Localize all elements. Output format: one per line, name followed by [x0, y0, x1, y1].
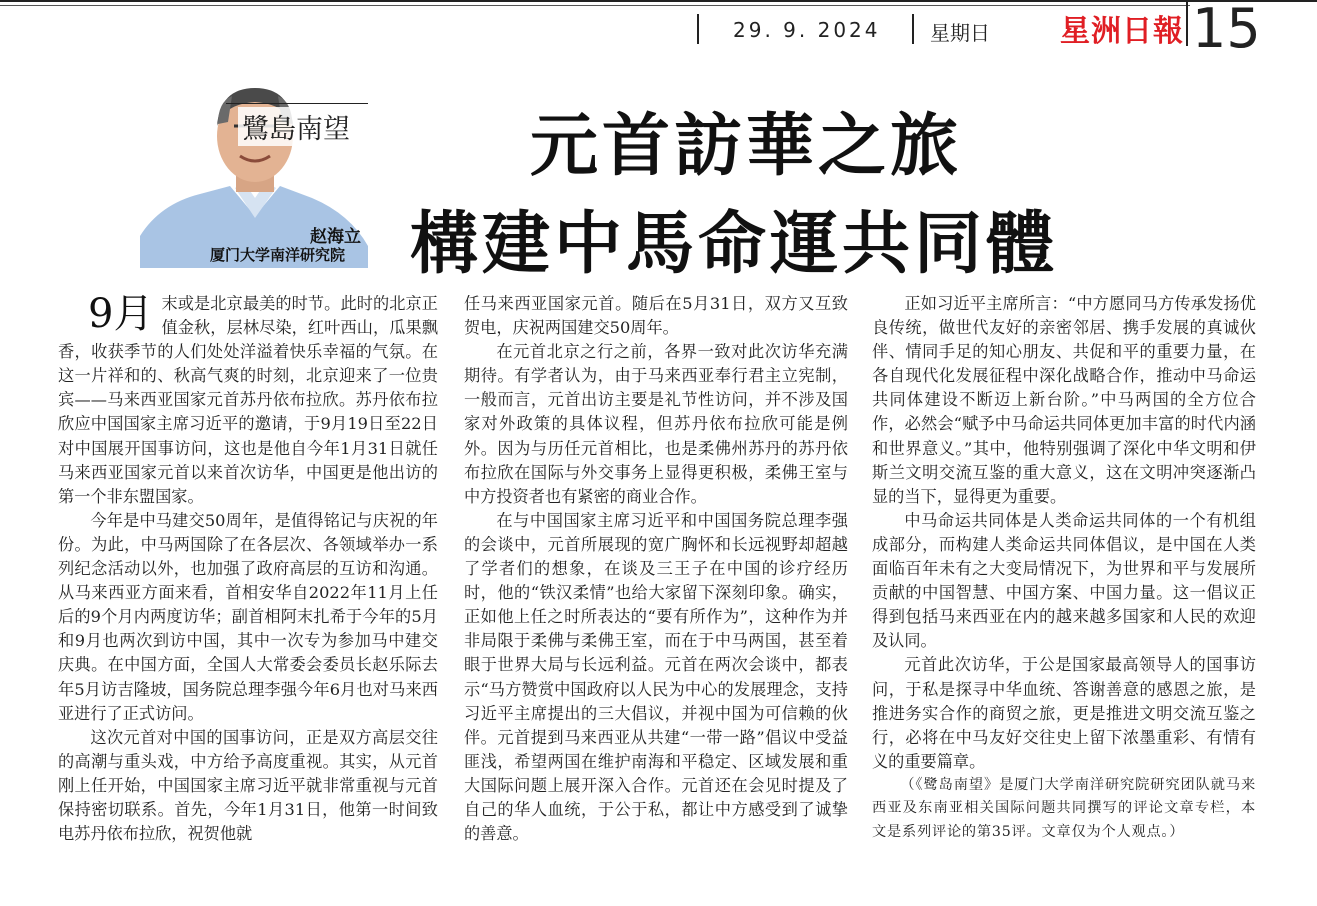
article-column-2 [464, 292, 848, 846]
article-paragraph: 今年是中马建交50周年，是值得铭记与庆祝的年份。为此，中马两国除了在各层次、各领域举办一系列纪念活动以外，也加强了政府高层的互访和沟通。从马来西亚方面来看，首相安华自2022年11月上任后的9个月内两度访华；副首相阿末扎希于今年的5月和9月也两次到访中国，其中一次专为参加马中建交庆典。在中国方面，全国人大常委会委员长赵乐际去年5月访吉隆坡，国务院总理李强今年6月也对马来西亚进行了正式访问。 [58, 510, 438, 723]
column-name-rule [226, 103, 368, 104]
masthead-divider [912, 14, 914, 44]
article-paragraph: 9月 末或是北京最美的时节。此时的北京正值金秋，层林尽染，红叶西山，瓜果飘香，收获季节的人们处处洋溢着快乐幸福的气氛。在这一片祥和的、秋高气爽的时刻，北京迎来了一位贵宾——马来西亚国家元首苏丹依布拉欣。苏丹依布拉欣应中国国家主席习近平的邀请，于9月19日至22日对中国展开国事访问，这也是他自今年1月31日就任马来西亚国家元首以来首次访华，中国更是他出访的第一个非东盟国家。 [58, 291, 438, 506]
article-paragraph: 正如习近平主席所言：“中方愿同马方传承发扬优良传统，做世代友好的亲密邻居、携手发展的真诚伙伴、情同手足的知心朋友、共促和平的重要力量，在各自现代化发展征程中深化战略合作，推动中马命运共同体建设不断迈上新台阶。”中马两国的全方位合作，必然会“赋予中马命运共同体更加丰富的时代内涵和世界意义。”其中，他特别强调了深化中华文明和伊斯兰文明交流互鉴的重大意义，这在文明冲突逐渐凸显的当下，显得更为重要。 [872, 294, 1256, 506]
top-rule [0, 0, 1317, 2]
article-paragraph: 中马命运共同体是人类命运共同体的一个有机组成部分，而构建人类命运共同体倡议，是中国在人类面临百年未有之大变局情况下，为世界和平与发展所贡献的中国智慧、中国方案、中国力量。这一倡议正得到包括马来西亚在内的越来越多国家和人民的欢迎及认同。 [872, 510, 1256, 651]
column-name: 鷺島南望 [238, 107, 354, 146]
page-number: 15 [1192, 0, 1261, 60]
author-name: 赵海立 [310, 227, 361, 247]
issue-date: 29. 9. 2024 [733, 18, 881, 42]
headline-line-2: 構建中馬命運共同體 [410, 204, 1059, 284]
column-note: （《鹭岛南望》是厦门大学南洋研究院研究团队就马来西亚及东南亚相关国际问题共同撰写的评论文章专栏，本文是系列评论的第35评。文章仅为个人观点。） [872, 776, 1256, 840]
masthead-divider [1186, 0, 1188, 46]
article-paragraph: 任马来西亚国家元首。随后在5月31日，双方又互致贺电，庆祝两国建交50周年。 [464, 294, 848, 338]
article-paragraph: 在与中国国家主席习近平和中国国务院总理李强的会谈中，元首所展现的宽广胸怀和长远视野却超越了学者们的想象，在谈及三王子在中国的诊疗经历时，他的“铁汉柔情”也给大家留下深刻印象。确实，正如他上任之时所表达的“要有所作为”，这种作为并非局限于柔佛与柔佛王室，而在于中马两国，甚至着眼于世界大局与长远利益。元首在两次会谈中，都表示“马方赞赏中国政府以人民为中心的发展理念，支持习近平主席提出的三大倡议，并视中国为可信赖的伙伴。元首提到马来西亚从共建“一带一路”倡议中受益匪浅，希望两国在维护南海和平稳定、区域发展和重大国际问题上展开深入合作。元首还在会见时提及了自己的华人血统，于公于私，都让中方感受到了诚挚的善意。 [464, 510, 848, 844]
author-affiliation: 厦门大学南洋研究院 [210, 246, 346, 264]
article-paragraph: 在元首北京之行之前，各界一致对此次访华充满期待。有学者认为，由于马来西亚奉行君主立宪制，一般而言，元首出访主要是礼节性访问，并不涉及国家对外政策的具体议程，但苏丹依布拉欣可能是例外。因为与历任元首相比，也是柔佛州苏丹的苏丹依布拉欣在国际与外交事务上显得更积极，柔佛王室与中方投资者也有紧密的商业合作。 [464, 342, 848, 506]
article-paragraph: 元首此次访华，于公是国家最高领导人的国事访问，于私是探寻中华血统、答谢善意的感恩之旅，是推进务实合作的商贸之旅，更是推进文明交流互鉴之行，必将在中马友好交往史上留下浓墨重彩、有情有义的重要篇章。 [872, 655, 1256, 771]
drop-cap: 9月 [88, 291, 154, 337]
headline-line-1: 元首訪華之旅 [530, 106, 963, 186]
top-rule-thin [0, 5, 1190, 6]
masthead-divider [697, 14, 699, 44]
article-paragraph: 这次元首对中国的国事访问，正是双方高层交往的高潮与重头戏，中方给予高度重视。其实，从元首刚上任开始，中国国家主席习近平就非常重视与元首保持密切联系。首先，今年1月31日，他第一时间致电苏丹依布拉欣，祝贺他就 [58, 727, 438, 844]
article-column-1 [58, 292, 438, 846]
newspaper-logo: 星洲日報 [1060, 14, 1184, 49]
article-column-3 [872, 292, 1256, 844]
issue-weekday: 星期日 [930, 21, 990, 45]
